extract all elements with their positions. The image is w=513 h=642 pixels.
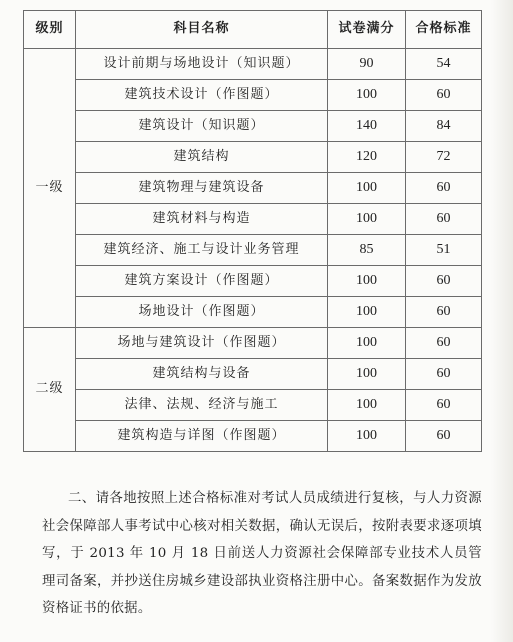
table-row [24,49,482,80]
header-subject: 科目名称 [76,11,328,49]
subject-cell: 建筑物理与建筑设备 [76,173,328,204]
subject-cell: 建筑结构与设备 [76,359,328,390]
subject-cell: 建筑结构 [76,142,328,173]
full-score-cell: 140 [328,111,406,142]
pass-score-cell: 84 [406,111,482,142]
subject-cell: 建筑材料与构造 [76,204,328,235]
full-score-cell: 100 [328,173,406,204]
subject-cell: 建筑技术设计（作图题） [76,80,328,111]
table-row [24,204,482,235]
full-score-cell: 100 [328,390,406,421]
table-row [24,328,482,359]
table-row [24,173,482,204]
pass-score-cell: 60 [406,297,482,328]
full-score-cell: 100 [328,266,406,297]
table-row [24,421,482,452]
header-pass-score: 合格标准 [406,11,482,49]
table-row [24,297,482,328]
page-edge-shadow [491,0,513,642]
subject-cell: 场地设计（作图题） [76,297,328,328]
pass-score-cell: 60 [406,390,482,421]
pass-score-cell: 60 [406,266,482,297]
table-header-row [24,11,482,49]
table-row [24,266,482,297]
full-score-cell: 100 [328,421,406,452]
pass-score-cell: 60 [406,173,482,204]
full-score-cell: 120 [328,142,406,173]
header-level: 级别 [24,11,76,49]
pass-score-cell: 60 [406,359,482,390]
table-row [24,111,482,142]
pass-score-cell: 60 [406,328,482,359]
table-row [24,80,482,111]
pass-score-cell: 54 [406,49,482,80]
pass-score-cell: 72 [406,142,482,173]
pass-score-cell: 51 [406,235,482,266]
table-row [24,235,482,266]
level-cell-1: 一级 [24,49,76,328]
subject-cell: 建筑设计（知识题） [76,111,328,142]
exam-score-table [23,10,482,452]
subject-cell: 场地与建筑设计（作图题） [76,328,328,359]
full-score-cell: 100 [328,328,406,359]
full-score-cell: 100 [328,297,406,328]
subject-cell: 建筑方案设计（作图题） [76,266,328,297]
full-score-cell: 100 [328,204,406,235]
pass-score-cell: 60 [406,204,482,235]
table-row [24,390,482,421]
header-full-score: 试卷满分 [328,11,406,49]
level-cell-2: 二级 [24,328,76,452]
table-row [24,359,482,390]
table-row [24,142,482,173]
pass-score-cell: 60 [406,80,482,111]
subject-cell: 建筑构造与详图（作图题） [76,421,328,452]
full-score-cell: 100 [328,80,406,111]
note-paragraph: 二、请各地按照上述合格标准对考试人员成绩进行复核，与人力资源社会保障部人事考试中心核对相关数据，确认无误后，按附表要求逐项填写，于 2013 年 10 月 18 日前送人力资源社会保障部专业技术人员管理司备案，并抄送住房城乡建设部执业资格注册中心。备案数据作为发放资格证书的依据。 [42,491,482,616]
pass-score-cell: 60 [406,421,482,452]
full-score-cell: 85 [328,235,406,266]
subject-cell: 法律、法规、经济与施工 [76,390,328,421]
subject-cell: 设计前期与场地设计（知识题） [76,49,328,80]
full-score-cell: 100 [328,359,406,390]
subject-cell: 建筑经济、施工与设计业务管理 [76,235,328,266]
full-score-cell: 90 [328,49,406,80]
